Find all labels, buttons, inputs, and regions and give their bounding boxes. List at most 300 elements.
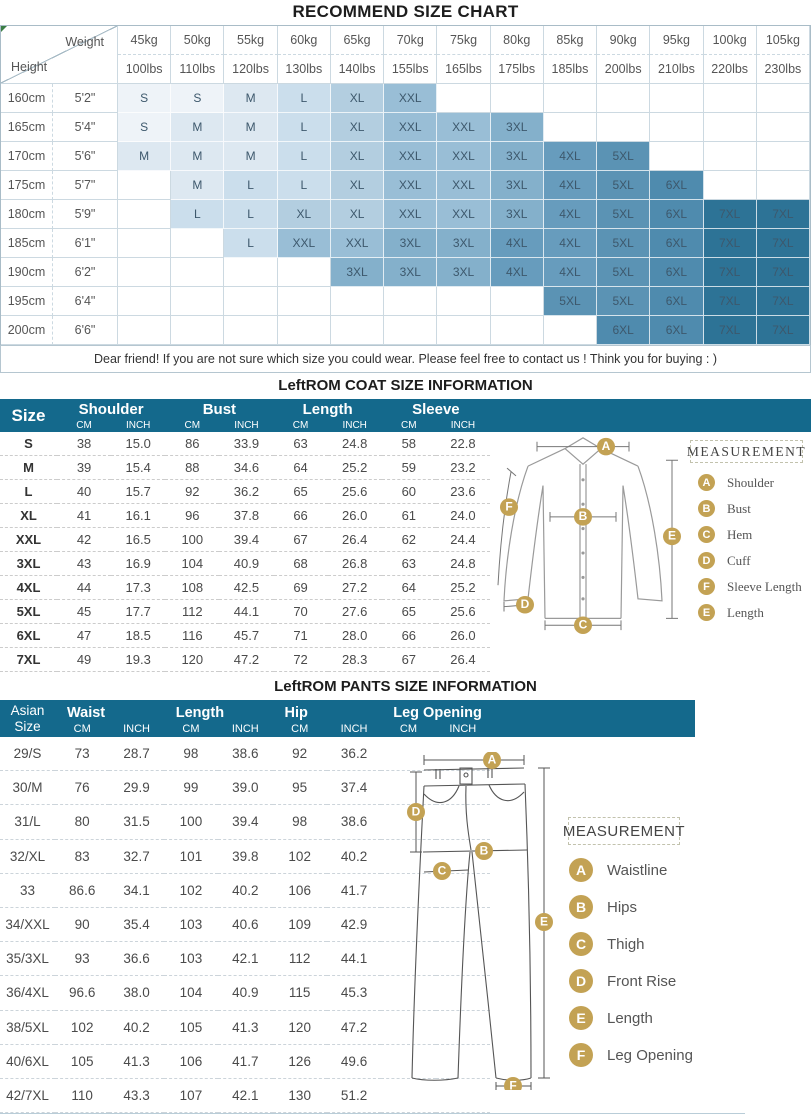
cm-header: CM bbox=[292, 419, 309, 431]
coat-value: 69 bbox=[274, 576, 328, 600]
coat-value: 22.8 bbox=[436, 432, 490, 456]
size-cell: 4XL bbox=[544, 258, 597, 287]
pants-value: 39.8 bbox=[218, 840, 272, 874]
size-cell bbox=[544, 316, 597, 345]
pants-group-header: Length bbox=[175, 705, 225, 721]
size-cell bbox=[118, 258, 171, 287]
coat-value: 18.5 bbox=[111, 624, 165, 648]
diagram-badge-letter-D: D bbox=[411, 804, 421, 819]
pants-measurement-legend bbox=[569, 858, 693, 1067]
cm-header: CM bbox=[73, 723, 91, 735]
legend-label: Leg Opening bbox=[607, 1046, 693, 1064]
pants-measurement-diagram bbox=[404, 752, 564, 1090]
pants-value: 36.6 bbox=[109, 942, 163, 976]
height-cm-cell: 170cm bbox=[1, 142, 53, 171]
pants-size-label: 34/XXL bbox=[0, 908, 55, 942]
size-cell: L bbox=[278, 142, 331, 171]
pants-group-header: Leg Opening bbox=[393, 705, 482, 721]
coat-value: 15.7 bbox=[111, 480, 165, 504]
pants-value: 51.2 bbox=[327, 1079, 381, 1113]
size-cell: L bbox=[278, 113, 331, 142]
weight-axis-label: Weight bbox=[65, 35, 104, 49]
size-cell: 6XL bbox=[650, 258, 703, 287]
coat-value: 33.9 bbox=[219, 432, 273, 456]
diagram-badge-letter-F: F bbox=[509, 1078, 517, 1090]
size-cell bbox=[171, 229, 224, 258]
height-ft-cell: 5'7" bbox=[53, 171, 118, 200]
coat-value: 16.1 bbox=[111, 504, 165, 528]
height-ft-cell: 5'4" bbox=[53, 113, 118, 142]
size-cell: 4XL bbox=[544, 200, 597, 229]
size-cell: XL bbox=[331, 142, 384, 171]
pants-value: 103 bbox=[164, 942, 218, 976]
recommend-size-chart-table bbox=[0, 25, 811, 346]
coat-value: 88 bbox=[165, 456, 219, 480]
pants-group-header: Hip bbox=[284, 705, 308, 721]
cm-header: CM bbox=[184, 419, 201, 431]
size-cell bbox=[437, 287, 490, 316]
legend-item bbox=[569, 932, 693, 956]
pants-value: 103 bbox=[164, 908, 218, 942]
size-cell: M bbox=[224, 142, 277, 171]
size-cell bbox=[171, 316, 224, 345]
size-cell bbox=[757, 113, 810, 142]
coat-value: 62 bbox=[382, 528, 436, 552]
legend-label: Hips bbox=[607, 898, 638, 916]
size-cell: XXL bbox=[384, 171, 437, 200]
inch-header: INCH bbox=[340, 723, 368, 735]
size-cell: 3XL bbox=[491, 142, 544, 171]
coat-value: 28.3 bbox=[328, 648, 382, 672]
coat-value: 26.4 bbox=[328, 528, 382, 552]
weight-kg-cell: 45kg bbox=[118, 26, 171, 55]
weight-kg-cell: 65kg bbox=[331, 26, 384, 55]
legend-item bbox=[698, 474, 802, 491]
pants-size-label: 35/3XL bbox=[0, 942, 55, 976]
size-cell bbox=[384, 287, 437, 316]
coat-value: 24.0 bbox=[436, 504, 490, 528]
inch-header: INCH bbox=[123, 723, 150, 735]
coat-value: 23.2 bbox=[436, 456, 490, 480]
legend-label: Length bbox=[727, 604, 764, 620]
coat-value: 112 bbox=[165, 600, 219, 624]
pants-measurement-box: MEASUREMENT bbox=[568, 817, 680, 845]
pants-value: 32.7 bbox=[109, 840, 163, 874]
size-cell bbox=[224, 316, 277, 345]
coat-value: 37.8 bbox=[219, 504, 273, 528]
pants-value: 93 bbox=[55, 942, 109, 976]
diagram-badge-letter-D: D bbox=[520, 597, 530, 612]
pants-value: 47.2 bbox=[327, 1011, 381, 1045]
size-cell bbox=[171, 258, 224, 287]
coat-value: 16.5 bbox=[111, 528, 165, 552]
coat-value: 64 bbox=[274, 456, 328, 480]
pants-value: 95 bbox=[273, 771, 327, 805]
size-cell bbox=[118, 287, 171, 316]
cm-header: CM bbox=[182, 723, 200, 735]
coat-value: 27.2 bbox=[328, 576, 382, 600]
coat-value: 63 bbox=[274, 432, 328, 456]
pants-value: 101 bbox=[164, 840, 218, 874]
legend-item bbox=[698, 526, 802, 543]
inch-header: INCH bbox=[450, 419, 476, 431]
size-cell: XXL bbox=[384, 200, 437, 229]
size-cell: 3XL bbox=[384, 229, 437, 258]
coat-value: 72 bbox=[274, 648, 328, 672]
pants-value: 100 bbox=[164, 805, 218, 839]
coat-value: 26.0 bbox=[328, 504, 382, 528]
pants-value: 110 bbox=[55, 1079, 109, 1113]
coat-value: 39 bbox=[57, 456, 111, 480]
pants-value: 109 bbox=[273, 908, 327, 942]
size-cell: 3XL bbox=[491, 113, 544, 142]
recommend-chart-title: RECOMMEND SIZE CHART bbox=[292, 2, 519, 21]
size-cell bbox=[437, 316, 490, 345]
size-cell: 4XL bbox=[544, 229, 597, 258]
size-cell bbox=[757, 142, 810, 171]
weight-lbs-cell: 165lbs bbox=[437, 55, 490, 84]
pants-value: 126 bbox=[273, 1045, 327, 1079]
legend-label: Hem bbox=[727, 526, 753, 542]
size-cell: M bbox=[224, 113, 277, 142]
coat-value: 66 bbox=[382, 624, 436, 648]
pants-table-bottom-rule bbox=[0, 1113, 745, 1114]
legend-item bbox=[569, 969, 693, 993]
coat-value: 23.6 bbox=[436, 480, 490, 504]
pants-group-header: Waist bbox=[67, 705, 106, 721]
coat-value: 61 bbox=[382, 504, 436, 528]
height-cm-cell: 180cm bbox=[1, 200, 53, 229]
coat-table-body bbox=[0, 432, 490, 672]
coat-value: 116 bbox=[165, 624, 219, 648]
pants-size-column-header bbox=[0, 700, 55, 737]
coat-value: 24.8 bbox=[328, 432, 382, 456]
size-cell bbox=[597, 113, 650, 142]
size-cell bbox=[118, 171, 171, 200]
size-cell bbox=[491, 316, 544, 345]
coat-value: 15.0 bbox=[111, 432, 165, 456]
pants-size-label: 36/4XL bbox=[0, 976, 55, 1010]
pants-value: 107 bbox=[164, 1079, 218, 1113]
coat-value: 40.9 bbox=[219, 552, 273, 576]
inch-header: INCH bbox=[125, 419, 151, 431]
pants-value: 43.3 bbox=[109, 1079, 163, 1113]
pants-size-label: 32/XL bbox=[0, 840, 55, 874]
pants-value: 39.0 bbox=[218, 771, 272, 805]
pants-value: 42.1 bbox=[218, 942, 272, 976]
pants-value: 96.6 bbox=[55, 976, 109, 1010]
height-cm-cell: 160cm bbox=[1, 84, 53, 113]
pants-value: 105 bbox=[55, 1045, 109, 1079]
height-ft-cell: 6'6" bbox=[53, 316, 118, 345]
coat-size-label: 4XL bbox=[0, 576, 57, 600]
size-cell: 3XL bbox=[331, 258, 384, 287]
weight-kg-cell: 55kg bbox=[224, 26, 277, 55]
weight-lbs-cell: 230lbs bbox=[757, 55, 810, 84]
coat-measurement-box: MEASUREMENT bbox=[690, 440, 803, 463]
legend-label: Length bbox=[607, 1009, 653, 1027]
weight-kg-cell: 95kg bbox=[650, 26, 703, 55]
size-cell bbox=[224, 287, 277, 316]
pants-value: 86.6 bbox=[55, 874, 109, 908]
coat-value: 27.6 bbox=[328, 600, 382, 624]
weight-lbs-cell: 220lbs bbox=[704, 55, 757, 84]
pants-value: 40.6 bbox=[218, 908, 272, 942]
size-cell: M bbox=[171, 113, 224, 142]
coat-value: 92 bbox=[165, 480, 219, 504]
height-cm-cell: 200cm bbox=[1, 316, 53, 345]
coat-value: 26.4 bbox=[436, 648, 490, 672]
pants-value: 41.3 bbox=[109, 1045, 163, 1079]
size-cell: XXL bbox=[384, 142, 437, 171]
inch-header: INCH bbox=[342, 419, 367, 431]
size-cell bbox=[384, 316, 437, 345]
size-cell: 7XL bbox=[704, 316, 757, 345]
coat-value: 26.0 bbox=[436, 624, 490, 648]
pants-value: 40.2 bbox=[327, 840, 381, 874]
size-cell: 5XL bbox=[597, 287, 650, 316]
diagram-badge-letter-E: E bbox=[667, 528, 677, 543]
height-ft-cell: 6'1" bbox=[53, 229, 118, 258]
size-cell: 4XL bbox=[544, 171, 597, 200]
height-cm-cell: 185cm bbox=[1, 229, 53, 258]
pants-value: 92 bbox=[273, 737, 327, 771]
size-cell bbox=[597, 84, 650, 113]
pants-value: 38.6 bbox=[327, 805, 381, 839]
size-cell: 6XL bbox=[597, 316, 650, 345]
size-cell: M bbox=[171, 171, 224, 200]
coat-value: 58 bbox=[382, 432, 436, 456]
pants-value: 45.3 bbox=[327, 976, 381, 1010]
size-cell: L bbox=[224, 229, 277, 258]
legend-label: Thigh bbox=[607, 935, 645, 953]
size-cell: M bbox=[171, 142, 224, 171]
size-cell: 5XL bbox=[597, 171, 650, 200]
size-cell bbox=[650, 113, 703, 142]
size-cell: 7XL bbox=[757, 258, 810, 287]
pants-table-header bbox=[0, 700, 490, 737]
pants-size-label: 30/M bbox=[0, 771, 55, 805]
size-cell bbox=[278, 316, 331, 345]
size-cell: 3XL bbox=[437, 229, 490, 258]
size-cell: 7XL bbox=[704, 200, 757, 229]
pants-value: 42.9 bbox=[327, 908, 381, 942]
diagram-badge-letter-E: E bbox=[539, 914, 549, 929]
pants-value: 28.7 bbox=[109, 737, 163, 771]
coat-value: 36.2 bbox=[219, 480, 273, 504]
height-ft-cell: 5'9" bbox=[53, 200, 118, 229]
pants-value: 102 bbox=[164, 874, 218, 908]
coat-value: 25.6 bbox=[436, 600, 490, 624]
legend-label: Cuff bbox=[727, 552, 751, 568]
size-cell: 3XL bbox=[437, 258, 490, 287]
cm-header: CM bbox=[76, 419, 92, 431]
weight-lbs-cell: 130lbs bbox=[278, 55, 331, 84]
coat-value: 47 bbox=[57, 624, 111, 648]
coat-value: 42.5 bbox=[219, 576, 273, 600]
weight-kg-cell: 100kg bbox=[704, 26, 757, 55]
inch-header: INCH bbox=[234, 419, 259, 431]
coat-value: 17.7 bbox=[111, 600, 165, 624]
size-cell: XL bbox=[331, 113, 384, 142]
size-cell: L bbox=[278, 171, 331, 200]
cm-header: CM bbox=[291, 723, 309, 735]
size-cell bbox=[650, 142, 703, 171]
pants-value: 73 bbox=[55, 737, 109, 771]
height-ft-cell: 5'6" bbox=[53, 142, 118, 171]
size-cell: L bbox=[171, 200, 224, 229]
size-cell bbox=[118, 316, 171, 345]
weight-lbs-cell: 210lbs bbox=[650, 55, 703, 84]
size-cell bbox=[757, 171, 810, 200]
weight-kg-cell: 60kg bbox=[278, 26, 331, 55]
size-cell: 5XL bbox=[597, 229, 650, 258]
legend-label: Shoulder bbox=[727, 474, 774, 490]
size-cell bbox=[704, 142, 757, 171]
coat-group-header: Bust bbox=[202, 401, 237, 418]
size-cell bbox=[278, 258, 331, 287]
coat-value: 104 bbox=[165, 552, 219, 576]
pants-value: 40.2 bbox=[218, 874, 272, 908]
coat-value: 28.0 bbox=[328, 624, 382, 648]
coat-value: 16.9 bbox=[111, 552, 165, 576]
coat-value: 39.4 bbox=[219, 528, 273, 552]
size-cell: 4XL bbox=[491, 229, 544, 258]
pants-size-label: 31/L bbox=[0, 805, 55, 839]
size-cell bbox=[544, 84, 597, 113]
pants-value: 41.3 bbox=[218, 1011, 272, 1045]
size-cell: XXL bbox=[437, 200, 490, 229]
coat-measurement-legend bbox=[698, 474, 802, 621]
coat-value: 63 bbox=[382, 552, 436, 576]
coat-value: 19.3 bbox=[111, 648, 165, 672]
legend-label: Waistline bbox=[607, 861, 668, 879]
pants-size-label: 33 bbox=[0, 874, 55, 908]
size-cell bbox=[704, 171, 757, 200]
coat-value: 24.8 bbox=[436, 552, 490, 576]
coat-value: 43 bbox=[57, 552, 111, 576]
height-ft-cell: 6'2" bbox=[53, 258, 118, 287]
size-cell: L bbox=[278, 84, 331, 113]
legend-label: Sleeve Length bbox=[727, 578, 802, 594]
weight-lbs-cell: 110lbs bbox=[171, 55, 224, 84]
pants-value: 36.2 bbox=[327, 737, 381, 771]
coat-value: 44.1 bbox=[219, 600, 273, 624]
pants-value: 106 bbox=[164, 1045, 218, 1079]
pants-value: 115 bbox=[273, 976, 327, 1010]
size-cell bbox=[544, 113, 597, 142]
coat-size-column-header: Size bbox=[11, 405, 46, 425]
coat-value: 100 bbox=[165, 528, 219, 552]
cm-header: CM bbox=[399, 723, 417, 735]
pants-value: 76 bbox=[55, 771, 109, 805]
coat-value: 66 bbox=[274, 504, 328, 528]
coat-size-label: 6XL bbox=[0, 624, 57, 648]
pants-value: 49.6 bbox=[327, 1045, 381, 1079]
legend-item bbox=[569, 858, 693, 882]
coat-value: 40 bbox=[57, 480, 111, 504]
size-cell bbox=[331, 287, 384, 316]
size-cell: XXL bbox=[437, 142, 490, 171]
size-cell: 5XL bbox=[597, 200, 650, 229]
coat-value: 42 bbox=[57, 528, 111, 552]
size-cell: S bbox=[118, 113, 171, 142]
coat-value: 86 bbox=[165, 432, 219, 456]
pants-value: 41.7 bbox=[327, 874, 381, 908]
weight-lbs-cell: 120lbs bbox=[224, 55, 277, 84]
legend-badge-C: C bbox=[698, 526, 715, 543]
pants-value: 29.9 bbox=[109, 771, 163, 805]
coat-size-label: M bbox=[0, 456, 57, 480]
coat-value: 71 bbox=[274, 624, 328, 648]
pants-value: 105 bbox=[164, 1011, 218, 1045]
legend-badge-E: E bbox=[698, 604, 715, 621]
pants-value: 80 bbox=[55, 805, 109, 839]
legend-badge-D: D bbox=[698, 552, 715, 569]
coat-value: 34.6 bbox=[219, 456, 273, 480]
coat-value: 44 bbox=[57, 576, 111, 600]
diagram-badge-letter-C: C bbox=[578, 617, 588, 632]
pants-value: 99 bbox=[164, 771, 218, 805]
pants-value: 130 bbox=[273, 1079, 327, 1113]
pants-value: 40.2 bbox=[109, 1011, 163, 1045]
pants-size-label: 29/S bbox=[0, 737, 55, 771]
legend-label: Bust bbox=[727, 500, 751, 516]
weight-lbs-cell: 175lbs bbox=[491, 55, 544, 84]
coat-size-label: L bbox=[0, 480, 57, 504]
coat-value: 38 bbox=[57, 432, 111, 456]
pants-value: 35.4 bbox=[109, 908, 163, 942]
pants-size-label: 40/6XL bbox=[0, 1045, 55, 1079]
size-cell: 3XL bbox=[491, 171, 544, 200]
diagram-badge-letter-B: B bbox=[578, 509, 588, 524]
size-cell: 7XL bbox=[757, 287, 810, 316]
size-cell: 5XL bbox=[544, 287, 597, 316]
size-cell bbox=[757, 84, 810, 113]
coat-size-label: S bbox=[0, 432, 57, 456]
size-cell bbox=[118, 200, 171, 229]
size-cell: 5XL bbox=[597, 142, 650, 171]
coat-value: 65 bbox=[382, 600, 436, 624]
coat-size-label: XL bbox=[0, 504, 57, 528]
coat-section-title: LeftROM COAT SIZE INFORMATION bbox=[278, 377, 533, 394]
weight-lbs-cell: 185lbs bbox=[544, 55, 597, 84]
coat-value: 60 bbox=[382, 480, 436, 504]
height-cm-cell: 195cm bbox=[1, 287, 53, 316]
weight-kg-cell: 90kg bbox=[597, 26, 650, 55]
size-cell: 5XL bbox=[597, 258, 650, 287]
size-cell bbox=[224, 258, 277, 287]
size-cell: 6XL bbox=[650, 229, 703, 258]
height-axis-label: Height bbox=[11, 60, 48, 74]
size-cell bbox=[437, 84, 490, 113]
size-cell: 7XL bbox=[757, 316, 810, 345]
asian-label: Asian bbox=[10, 702, 45, 718]
size-cell: 3XL bbox=[384, 258, 437, 287]
size-cell bbox=[331, 316, 384, 345]
coat-value: 67 bbox=[274, 528, 328, 552]
diagram-badge-letter-C: C bbox=[437, 863, 447, 878]
weight-kg-cell: 80kg bbox=[491, 26, 544, 55]
legend-item bbox=[698, 578, 802, 595]
coat-size-label: XXL bbox=[0, 528, 57, 552]
legend-item bbox=[569, 1043, 693, 1067]
corner-cell bbox=[1, 26, 118, 84]
weight-lbs-cell: 200lbs bbox=[597, 55, 650, 84]
coat-size-label: 7XL bbox=[0, 648, 57, 672]
size-cell: L bbox=[224, 200, 277, 229]
pants-value: 102 bbox=[55, 1011, 109, 1045]
